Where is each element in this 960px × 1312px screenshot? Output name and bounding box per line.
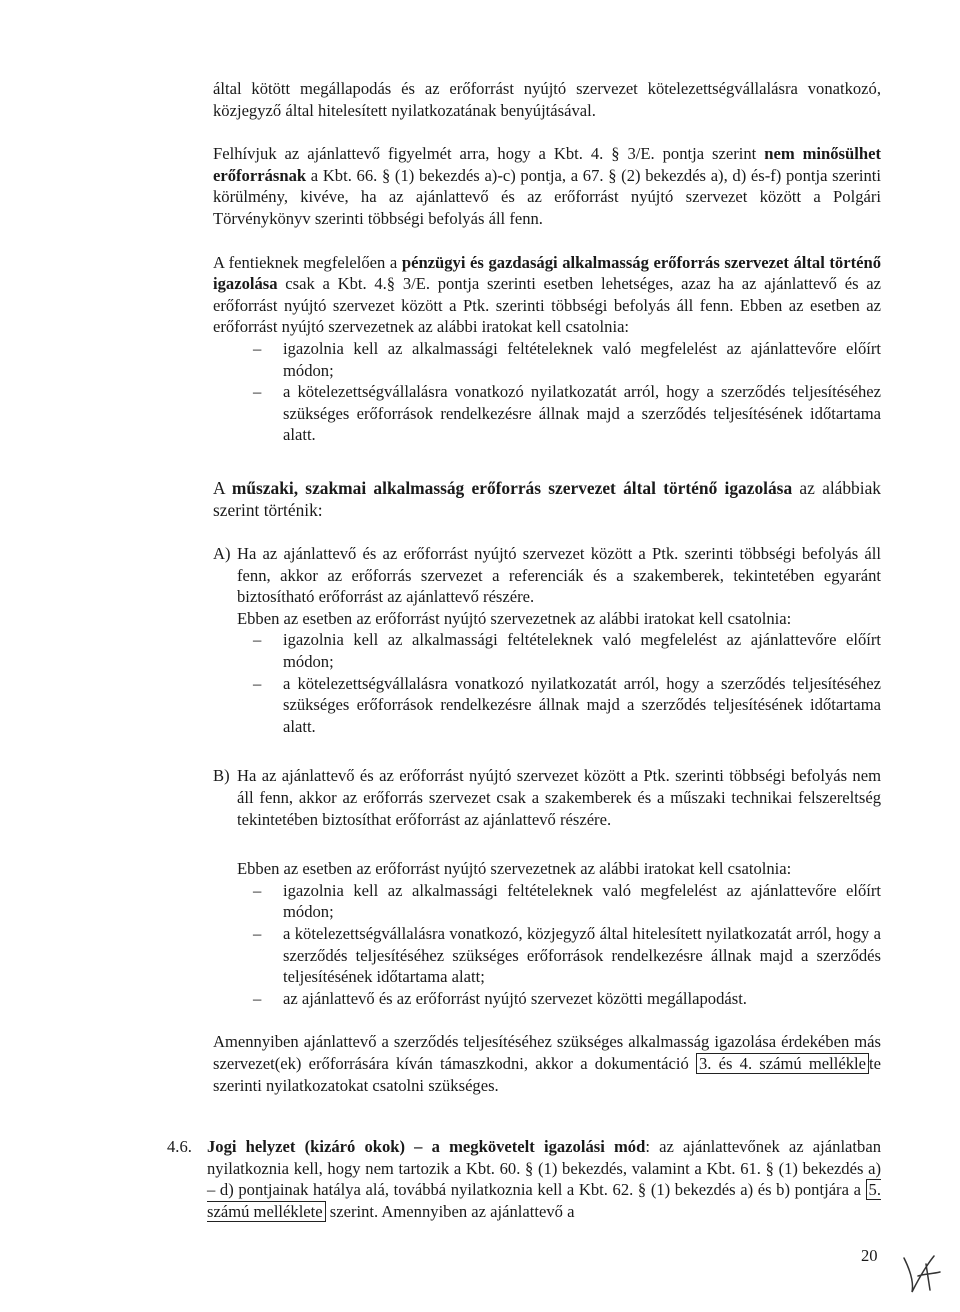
list-item: – a kötelezettségvállalásra vonatkozó nyilatkozatát arról, hogy a szerződés teljesítéséhez szükséges erőforrások rendelkezésre állnak majd a szerződés teljesítésének időtartama alatt. [283, 673, 881, 738]
signature-initials-icon [900, 1250, 944, 1296]
paragraph-2 [213, 143, 881, 229]
p4-text-c: az alábbiak szerint történik: [213, 477, 882, 520]
section-b-text: Ha az ajánlattevő és az erőforrást nyújtó szervezet között a Ptk. szerinti többségi befolyás nem áll fenn, akkor az erőforrás szervezet csak a szakemberek és a műszaki technikai felszereltség tekintetében biztosíthat erőforrást az ajánlattevő részére. [237, 766, 881, 829]
list-item: – a kötelezettségvállalásra vonatkozó nyilatkozatát arról, hogy a szerződés teljesítéséhez szükséges erőforrások rendelkezésre állnak majd a szerződés teljesítésének időtartama alatt. [283, 381, 881, 446]
list-item: – a kötelezettségvállalásra vonatkozó, közjegyző által hitelesített nyilatkozatát arról, hogy a szerződés teljesítéséhez szükséges erőforrások rendelkezésre állnak majd a szerződés teljesítésének időtartama alatt; [283, 923, 881, 988]
section-number: 4.6. [167, 1137, 192, 1156]
section-a-text: Ha az ajánlattevő és az erőforrást nyújtó szervezet között a Ptk. szerinti többségi befolyás áll fenn, akkor az erőforrás szervezet a referenciák és a szakemberek, tekintetében egyaránt biztosítható erőforrást az ajánlattevő részére. [237, 544, 881, 607]
s46-text-c: szerint. Amennyiben az ajánlattevő a [325, 1201, 575, 1221]
p3-bold: pénzügyi és gazdasági alkalmasság erőforrás szervezet által történő igazolása [213, 252, 881, 294]
p2-text-a: Felhívjuk az ajánlattevő figyelmét arra, hogy a Kbt. 4. § 3/E. pontja szerint [213, 144, 765, 164]
section-title: Jogi helyzet (kizáró okok) – a megkövetelt igazolási mód [207, 1137, 646, 1156]
paragraph-3 [213, 252, 881, 338]
section-b-label: B) [213, 766, 230, 786]
list-item: – igazolnia kell az alkalmassági feltételeknek való megfelelést az ajánlattevőre előírt módon; [283, 338, 881, 381]
section-b-list [237, 880, 881, 1010]
section-4-6-text [167, 1136, 881, 1222]
p2-bold: nem minősülhet erőforrásnak [213, 144, 881, 185]
section-b-intro: Ebben az esetben az erőforrást nyújtó szervezetnek az alábbi iratokat kell csatolnia: [237, 859, 792, 879]
section-a-list [237, 629, 881, 737]
paragraph-5 [213, 1031, 881, 1096]
p3-text-a: A fentieknek megfelelően a [213, 252, 402, 272]
section-a-label: A) [213, 544, 231, 564]
section-a [213, 543, 881, 737]
list-1 [213, 338, 881, 446]
page-number: 20 [861, 1246, 878, 1265]
section-a-intro: Ebben az esetben az erőforrást nyújtó szervezetnek az alábbi iratokat kell csatolnia: [237, 608, 792, 628]
p2-text-c: a Kbt. 66. § (1) bekezdés a)-c) pontja, a 67. § (2) bekezdés a), d) és-f) pontja szerinti körülmény, kivéve, ha az ajánlattevő és az erőforrást nyújtó szervezet között a Polgári Törvénykönyv szerinti többségi befolyás áll fenn. [213, 165, 881, 228]
p4-text-a: A [213, 477, 232, 498]
attachment-5-box: 5. számú melléklete [207, 1180, 881, 1221]
list-item: – igazolnia kell az alkalmassági feltételeknek való megfelelést az ajánlattevőre előírt módon; [283, 629, 881, 672]
list-item: – az ajánlattevő és az erőforrást nyújtó szervezet közötti megállapodást. [283, 988, 881, 1010]
paragraph-4 [213, 478, 881, 521]
list-item: – igazolnia kell az alkalmassági feltételeknek való megfelelést az ajánlattevőre előírt módon; [283, 880, 881, 923]
document-body [213, 78, 881, 1096]
paragraph-1: által kötött megállapodás és az erőforrást nyújtó szervezet kötelezettségvállalásra vonatkozó, közjegyző által hitelesített nyilatkozatának benyújtásával. [213, 79, 881, 120]
p4-bold: műszaki, szakmai alkalmasság erőforrás szervezet által történő igazolása [231, 477, 793, 498]
p3-text-c: csak a Kbt. 4.§ 3/E. pontja szerinti esetben lehetséges, azaz ha az ajánlattevő és az erőforrást nyújtó szervezet között a Ptk. szerinti többségi befolyás áll fenn. Ebben az esetben az erőforrást nyújtó szervezetnek az alábbi iratokat kell csatolnia: [213, 274, 881, 337]
section-4-6 [167, 1136, 881, 1222]
p5-text-c: te szerinti nyilatkozatokat csatolni szükséges. [213, 1053, 881, 1095]
section-b [213, 765, 881, 1009]
attachment-reference-box: 3. és 4. számú mellékle [696, 1053, 869, 1074]
p5-text-a: Amennyiben ajánlattevő a szerződés teljesítéséhez szükséges alkalmasság igazolása érdekében más szervezet(ek) erőforrására kíván támaszkodni, akkor a dokumentáció [213, 1032, 881, 1073]
s46-text-a: : az ajánlattevőnek az ajánlatban nyilatkoznia kell, hogy nem tartozik a Kbt. 60. § (1) bekezdés, valamint a Kbt. 61. § (1) bekezdés a) – d) pontjainak hatálya alá, továbbá nyilatkoznia kell a Kbt. 62. § (1) bekezdés a) és b) pontjára a [207, 1137, 881, 1200]
